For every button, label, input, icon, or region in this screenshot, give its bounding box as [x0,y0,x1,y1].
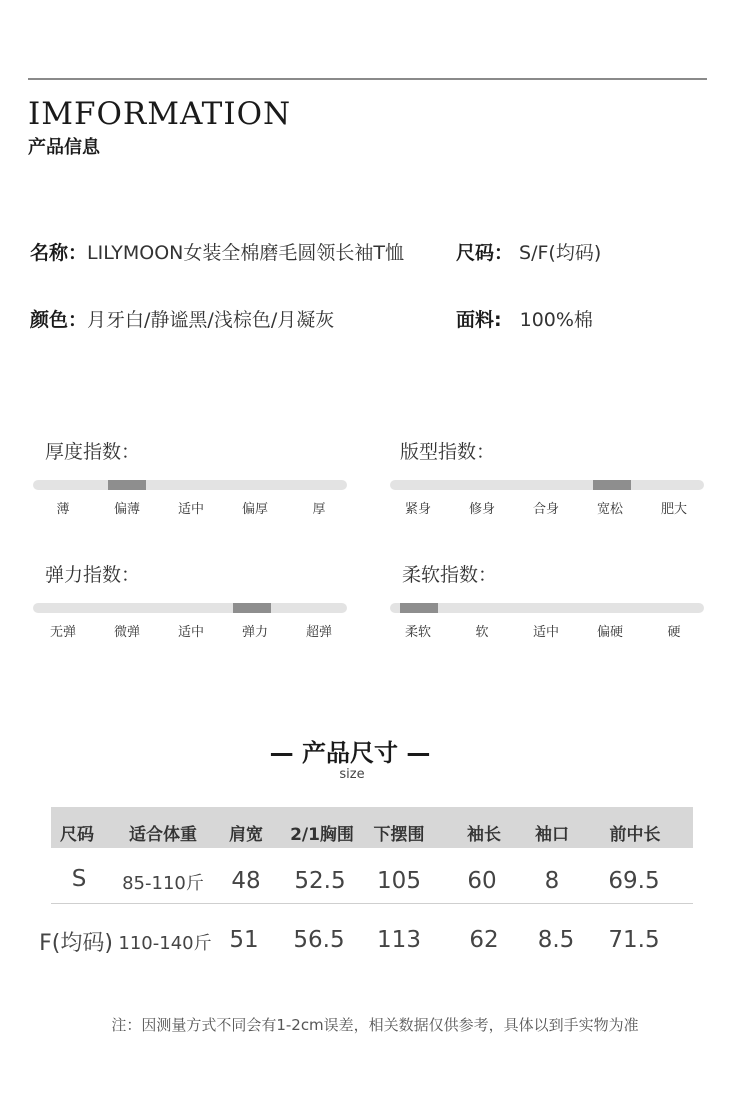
page-title-en: IMFORMATION [28,96,292,132]
table-header-cell: 前中长 [609,825,661,845]
name-row [30,238,404,265]
size-row [456,238,601,265]
elasticity-tick: 超弹 [305,625,332,640]
table-cell: 52.5 [294,868,346,894]
table-cell: 110-140斤 [118,933,212,954]
name-value: LILYMOON女装全棉磨毛圆领长袖T恤 [87,242,404,264]
table-cell: 105 [377,868,421,894]
fit-tick: 修身 [468,502,495,517]
fit-marker [593,480,631,490]
table-header-cell: 下摆围 [373,825,425,845]
size-chart-subtitle: size [339,767,365,782]
table-header-cell: 袖口 [535,825,569,845]
table-header-cell: 尺码 [60,825,94,845]
name-label: 名称： [30,242,88,264]
color-row [30,305,334,332]
size-chart-title: — 产品尺寸 — [269,739,431,767]
softness-tick: 硬 [667,625,681,640]
elasticity-index-label: 弹力指数： [45,564,141,586]
thickness-tick: 薄 [56,502,70,517]
fit-tick: 紧身 [404,502,431,517]
fit-track [390,480,704,490]
table-cell: 62 [469,927,499,953]
size-value: S/F(均码) [519,242,602,264]
thickness-marker [108,480,146,490]
color-label: 颜色： [30,309,88,331]
thickness-tick: 厚 [312,502,326,517]
table-cell: F(均码) [39,931,113,956]
thickness-tick: 适中 [177,502,204,517]
table-cell: 51 [229,927,259,953]
thickness-tick: 偏厚 [241,502,268,517]
fit-index-label: 版型指数： [400,441,496,463]
table-cell: 56.5 [293,927,345,953]
thickness-index-label: 厚度指数： [45,441,141,463]
fabric-label: 面料: [456,309,502,331]
table-cell: S [71,866,87,892]
table-cell: 8 [544,868,560,894]
page-title-cn: 产品信息 [28,137,100,158]
softness-tick: 软 [475,625,489,640]
fit-tick: 宽松 [596,502,623,517]
softness-track [390,603,704,613]
table-cell: 71.5 [608,927,660,953]
softness-tick: 适中 [532,625,559,640]
elasticity-marker [233,603,271,613]
table-header-cell: 袖长 [467,825,501,845]
elasticity-tick: 适中 [177,625,204,640]
softness-marker [400,603,438,613]
table-row-divider [51,903,693,904]
softness-tick: 柔软 [404,625,431,640]
table-cell: 8.5 [537,927,575,953]
table-cell: 69.5 [608,868,660,894]
table-header-cell: 适合体重 [129,825,197,845]
elasticity-tick: 弹力 [241,625,268,640]
table-header-cell: 肩宽 [229,825,263,845]
table-cell: 113 [377,927,421,953]
table-cell: 60 [467,868,497,894]
fit-tick: 肥大 [660,502,687,517]
table-cell: 48 [231,868,261,894]
table-header-cell: 2/1胸围 [290,825,354,845]
color-value: 月牙白/静谧黑/浅棕色/月凝灰 [87,309,335,331]
softness-index-label: 柔软指数： [402,564,498,586]
thickness-track [33,480,347,490]
size-label: 尺码： [456,242,514,264]
fabric-row [456,305,593,332]
softness-tick: 偏硬 [596,625,623,640]
fabric-value: 100%棉 [519,309,593,331]
fit-tick: 合身 [532,502,559,517]
thickness-tick: 偏薄 [113,502,140,517]
measurement-note: 注：因测量方式不同会有1-2cm误差，相关数据仅供参考，具体以到手实物为准 [111,1016,639,1034]
table-cell: 85-110斤 [122,873,204,894]
elasticity-tick: 无弹 [49,625,76,640]
elasticity-track [33,603,347,613]
top-divider [28,78,707,80]
elasticity-tick: 微弹 [113,625,140,640]
